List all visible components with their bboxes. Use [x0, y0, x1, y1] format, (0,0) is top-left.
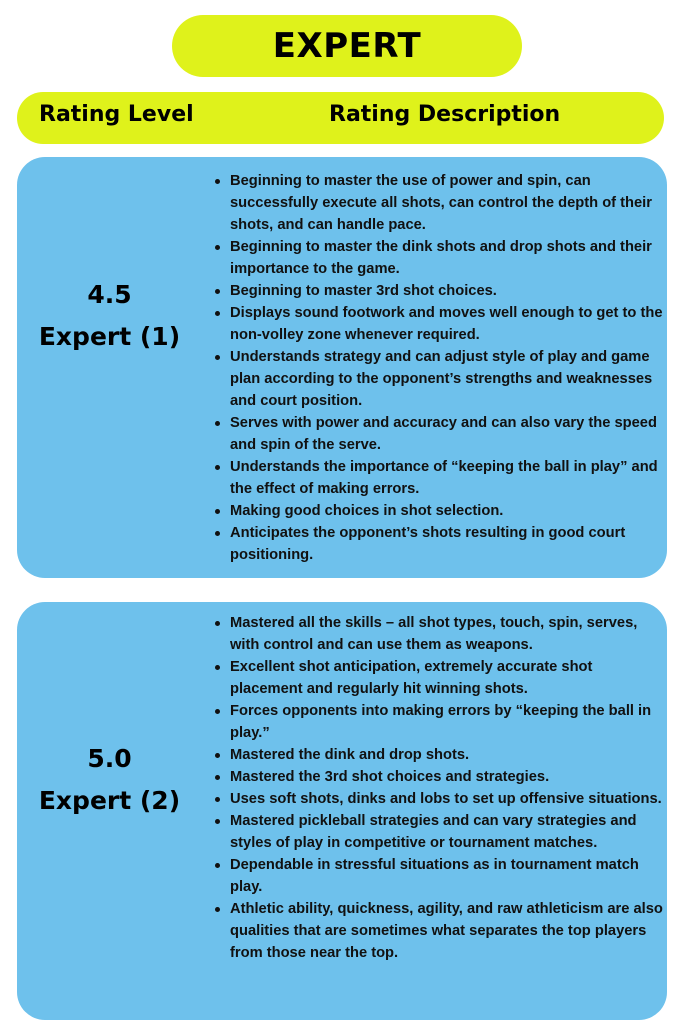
description-item: Uses soft shots, dinks and lobs to set up offensive situations.: [213, 788, 663, 810]
column-header: [17, 92, 664, 144]
level-label: [17, 274, 202, 358]
title-banner: [172, 15, 522, 77]
level-name: Expert (2): [38, 786, 181, 815]
description-item: Understands strategy and can adjust style of play and game plan according to the opponent’s strengths and weaknesses and court position.: [213, 346, 663, 412]
description-item: Beginning to master 3rd shot choices.: [213, 280, 663, 302]
description-item: Mastered the 3rd shot choices and strategies.: [213, 766, 663, 788]
description-item: Forces opponents into making errors by “keeping the ball in play.”: [213, 700, 663, 744]
description-item: Athletic ability, quickness, agility, and raw athleticism are also qualities that are sometimes what separates the top players from those near the top.: [213, 898, 663, 964]
description-item: Dependable in stressful situations as in tournament match play.: [213, 854, 663, 898]
page-title: EXPERT: [272, 26, 422, 66]
description-item: Mastered all the skills – all shot types, touch, spin, serves, with control and can use them as weapons.: [213, 612, 663, 656]
level-card-5-0: [17, 602, 667, 1020]
description-item: Beginning to master the use of power and spin, can successfully execute all shots, can control the depth of their shots, and can handle pace.: [213, 170, 663, 236]
level-rating: 4.5: [87, 280, 132, 309]
description-item: Anticipates the opponent’s shots resulting in good court positioning.: [213, 522, 663, 566]
description-item: Making good choices in shot selection.: [213, 500, 663, 522]
description-list: [213, 612, 663, 964]
level-label: [17, 738, 202, 822]
description-item: Serves with power and accuracy and can also vary the speed and spin of the serve.: [213, 412, 663, 456]
level-card-4-5: [17, 157, 667, 578]
description-list: [213, 170, 663, 566]
description-item: Understands the importance of “keeping the ball in play” and the effect of making errors.: [213, 456, 663, 500]
description-item: Beginning to master the dink shots and drop shots and their importance to the game.: [213, 236, 663, 280]
description-item: Mastered the dink and drop shots.: [213, 744, 663, 766]
description-item: Mastered pickleball strategies and can vary strategies and styles of play in competitive or tournament matches.: [213, 810, 663, 854]
description-item: Excellent shot anticipation, extremely accurate shot placement and regularly hit winning shots.: [213, 656, 663, 700]
rating-level-header: Rating Level: [39, 102, 194, 127]
description-item: Displays sound footwork and moves well enough to get to the non-volley zone whenever required.: [213, 302, 663, 346]
level-rating: 5.0: [87, 744, 132, 773]
rating-description-header: Rating Description: [329, 102, 561, 127]
level-name: Expert (1): [38, 322, 181, 351]
